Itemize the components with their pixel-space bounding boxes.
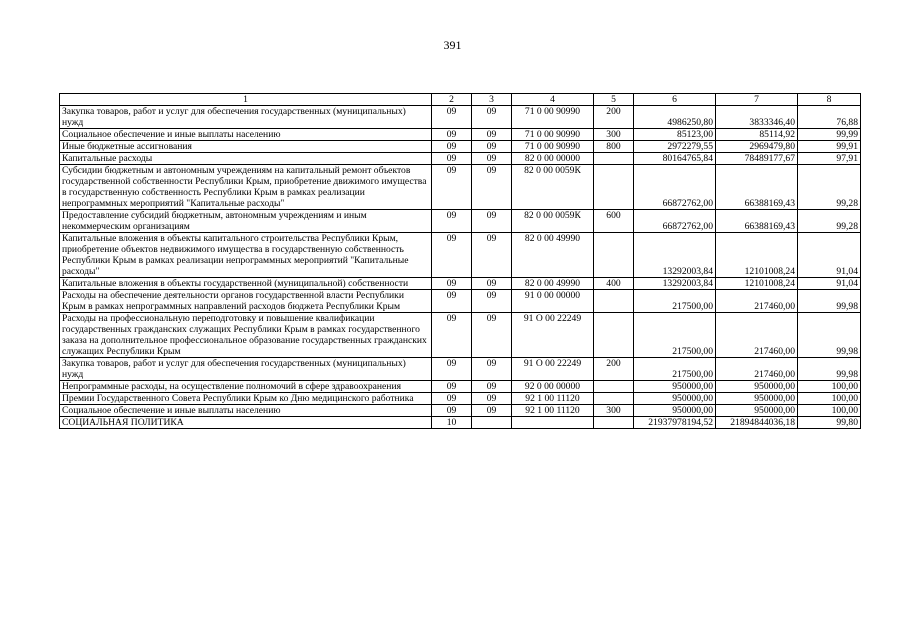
target-article-cell: 71 0 00 90990 xyxy=(512,106,594,129)
subsection-code-cell: 09 xyxy=(472,141,512,153)
executed-amount-cell: 12101008,24 xyxy=(716,233,798,278)
table-row xyxy=(60,405,861,417)
expense-type-cell xyxy=(594,381,634,393)
subsection-code-cell: 09 xyxy=(472,165,512,210)
table-row xyxy=(60,153,861,165)
execution-percent-cell: 91,04 xyxy=(798,233,861,278)
executed-amount-cell: 950000,00 xyxy=(716,405,798,417)
executed-amount-cell: 66388169,43 xyxy=(716,165,798,210)
table-row xyxy=(60,393,861,405)
expense-type-cell xyxy=(594,417,634,429)
expense-type-cell: 200 xyxy=(594,106,634,129)
executed-amount-cell: 66388169,43 xyxy=(716,210,798,233)
target-article-cell: 82 0 00 00000 xyxy=(512,153,594,165)
table-header-row xyxy=(60,94,861,106)
expense-name-cell: СОЦИАЛЬНАЯ ПОЛИТИКА xyxy=(60,417,432,429)
executed-amount-cell: 217460,00 xyxy=(716,313,798,358)
expense-name-cell: Закупка товаров, работ и услуг для обеспечения государственных (муниципальных) нужд xyxy=(60,106,432,129)
expense-name-cell: Социальное обеспечение и иные выплаты населению xyxy=(60,129,432,141)
target-article-cell: 82 0 00 0059К xyxy=(512,165,594,210)
section-code-cell: 09 xyxy=(432,381,472,393)
target-article-cell: 82 0 00 49990 xyxy=(512,278,594,290)
target-article-cell: 92 1 00 11120 xyxy=(512,405,594,417)
column-header: 5 xyxy=(594,94,634,106)
table-row xyxy=(60,129,861,141)
executed-amount-cell: 950000,00 xyxy=(716,393,798,405)
expense-name-cell: Иные бюджетные ассигнования xyxy=(60,141,432,153)
expense-name-cell: Капитальные расходы xyxy=(60,153,432,165)
subsection-code-cell: 09 xyxy=(472,290,512,313)
section-code-cell: 09 xyxy=(432,405,472,417)
section-code-cell: 09 xyxy=(432,393,472,405)
table-row xyxy=(60,278,861,290)
planned-amount-cell: 217500,00 xyxy=(634,358,716,381)
section-code-cell: 09 xyxy=(432,129,472,141)
subsection-code-cell: 09 xyxy=(472,381,512,393)
column-header: 7 xyxy=(716,94,798,106)
execution-percent-cell: 99,28 xyxy=(798,210,861,233)
expense-type-cell xyxy=(594,165,634,210)
planned-amount-cell: 4986250,80 xyxy=(634,106,716,129)
expense-name-cell: Непрограммные расходы, на осуществление полномочий в сфере здравоохранения xyxy=(60,381,432,393)
expense-name-cell: Капитальные вложения в объекты капитального строительства Республики Крым, приобретение объектов недвижимого имущества в государственную собственность Республики Крым в рамках реализации непрограммных мероприятий "Капитальные расходы" xyxy=(60,233,432,278)
execution-percent-cell: 76,88 xyxy=(798,106,861,129)
section-code-cell: 10 xyxy=(432,417,472,429)
expense-type-cell xyxy=(594,233,634,278)
table-row xyxy=(60,165,861,210)
planned-amount-cell: 2972279,55 xyxy=(634,141,716,153)
subsection-code-cell: 09 xyxy=(472,313,512,358)
subsection-code-cell: 09 xyxy=(472,210,512,233)
expense-type-cell: 800 xyxy=(594,141,634,153)
expense-name-cell: Расходы на обеспечение деятельности органов государственной власти Республики Крым в рамках непрограммных направлений расходов бюджета Республики Крым xyxy=(60,290,432,313)
planned-amount-cell: 217500,00 xyxy=(634,313,716,358)
subsection-code-cell: 09 xyxy=(472,153,512,165)
execution-percent-cell: 100,00 xyxy=(798,393,861,405)
table-row xyxy=(60,106,861,129)
expense-name-cell: Субсидии бюджетным и автономным учреждениям на капитальный ремонт объектов государственной собственности Республики Крым, приобретение движимого имущества в государственную собственность Республики Крым в рамках реализации непрограммных мероприятий "Капитальные расходы" xyxy=(60,165,432,210)
expense-type-cell xyxy=(594,393,634,405)
column-header: 2 xyxy=(432,94,472,106)
expense-name-cell: Капитальные вложения в объекты государственной (муниципальной) собственности xyxy=(60,278,432,290)
target-article-cell: 91 О 00 22249 xyxy=(512,358,594,381)
execution-percent-cell: 99,80 xyxy=(798,417,861,429)
target-article-cell: 91 О 00 22249 xyxy=(512,313,594,358)
section-code-cell: 09 xyxy=(432,313,472,358)
executed-amount-cell: 85114,92 xyxy=(716,129,798,141)
section-code-cell: 09 xyxy=(432,153,472,165)
section-code-cell: 09 xyxy=(432,233,472,278)
planned-amount-cell: 950000,00 xyxy=(634,405,716,417)
executed-amount-cell: 12101008,24 xyxy=(716,278,798,290)
executed-amount-cell: 950000,00 xyxy=(716,381,798,393)
table-row xyxy=(60,141,861,153)
target-article-cell: 82 0 00 49990 xyxy=(512,233,594,278)
table-row xyxy=(60,210,861,233)
expense-type-cell: 300 xyxy=(594,405,634,417)
expense-type-cell xyxy=(594,313,634,358)
page-number: 391 xyxy=(443,38,462,52)
subsection-code-cell: 09 xyxy=(472,129,512,141)
column-header: 6 xyxy=(634,94,716,106)
target-article-cell: 82 0 00 0059К xyxy=(512,210,594,233)
planned-amount-cell: 66872762,00 xyxy=(634,210,716,233)
target-article-cell: 92 1 00 11120 xyxy=(512,393,594,405)
planned-amount-cell: 13292003,84 xyxy=(634,278,716,290)
expense-name-cell: Закупка товаров, работ и услуг для обеспечения государственных (муниципальных) нужд xyxy=(60,358,432,381)
expense-name-cell: Премии Государственного Совета Республики Крым ко Дню медицинского работника xyxy=(60,393,432,405)
expense-type-cell: 200 xyxy=(594,358,634,381)
planned-amount-cell: 21937978194,52 xyxy=(634,417,716,429)
execution-percent-cell: 100,00 xyxy=(798,381,861,393)
section-code-cell: 09 xyxy=(432,278,472,290)
column-header: 8 xyxy=(798,94,861,106)
section-code-cell: 09 xyxy=(432,290,472,313)
execution-percent-cell: 99,91 xyxy=(798,141,861,153)
column-header: 4 xyxy=(512,94,594,106)
subsection-code-cell: 09 xyxy=(472,393,512,405)
executed-amount-cell: 217460,00 xyxy=(716,358,798,381)
target-article-cell: 71 0 00 90990 xyxy=(512,141,594,153)
section-code-cell: 09 xyxy=(432,165,472,210)
table-row xyxy=(60,233,861,278)
table-row xyxy=(60,358,861,381)
subsection-code-cell: 09 xyxy=(472,278,512,290)
section-code-cell: 09 xyxy=(432,358,472,381)
section-code-cell: 09 xyxy=(432,106,472,129)
subsection-code-cell: 09 xyxy=(472,358,512,381)
subsection-code-cell: 09 xyxy=(472,233,512,278)
executed-amount-cell: 2969479,80 xyxy=(716,141,798,153)
execution-percent-cell: 97,91 xyxy=(798,153,861,165)
expense-type-cell: 400 xyxy=(594,278,634,290)
section-code-cell: 09 xyxy=(432,210,472,233)
table-row xyxy=(60,290,861,313)
table-row xyxy=(60,313,861,358)
subsection-code-cell: 09 xyxy=(472,106,512,129)
executed-amount-cell: 217460,00 xyxy=(716,290,798,313)
expense-type-cell: 600 xyxy=(594,210,634,233)
execution-percent-cell: 91,04 xyxy=(798,278,861,290)
executed-amount-cell: 3833346,40 xyxy=(716,106,798,129)
target-article-cell: 91 0 00 00000 xyxy=(512,290,594,313)
planned-amount-cell: 85123,00 xyxy=(634,129,716,141)
planned-amount-cell: 13292003,84 xyxy=(634,233,716,278)
execution-percent-cell: 99,98 xyxy=(798,313,861,358)
budget-table xyxy=(59,93,861,429)
expense-name-cell: Расходы на профессиональную переподготовку и повышение квалификации государственных гражданских служащих Республики Крым в рамках государственного заказа на дополнительное профессиональное образование государственных гражданских служащих Республики Крым xyxy=(60,313,432,358)
expense-type-cell: 300 xyxy=(594,129,634,141)
execution-percent-cell: 99,28 xyxy=(798,165,861,210)
planned-amount-cell: 950000,00 xyxy=(634,393,716,405)
executed-amount-cell: 78489177,67 xyxy=(716,153,798,165)
execution-percent-cell: 99,99 xyxy=(798,129,861,141)
expense-type-cell xyxy=(594,290,634,313)
target-article-cell: 71 0 00 90990 xyxy=(512,129,594,141)
planned-amount-cell: 217500,00 xyxy=(634,290,716,313)
column-header: 3 xyxy=(472,94,512,106)
planned-amount-cell: 950000,00 xyxy=(634,381,716,393)
executed-amount-cell: 21894844036,18 xyxy=(716,417,798,429)
expense-type-cell xyxy=(594,153,634,165)
subsection-code-cell xyxy=(472,417,512,429)
planned-amount-cell: 80164765,84 xyxy=(634,153,716,165)
table-row xyxy=(60,381,861,393)
expense-name-cell: Предоставление субсидий бюджетным, автономным учреждениям и иным некоммерческим организациям xyxy=(60,210,432,233)
column-header: 1 xyxy=(60,94,432,106)
execution-percent-cell: 100,00 xyxy=(798,405,861,417)
execution-percent-cell: 99,98 xyxy=(798,358,861,381)
section-code-cell: 09 xyxy=(432,141,472,153)
subsection-code-cell: 09 xyxy=(472,405,512,417)
planned-amount-cell: 66872762,00 xyxy=(634,165,716,210)
expense-name-cell: Социальное обеспечение и иные выплаты населению xyxy=(60,405,432,417)
target-article-cell xyxy=(512,417,594,429)
target-article-cell: 92 0 00 00000 xyxy=(512,381,594,393)
execution-percent-cell: 99,98 xyxy=(798,290,861,313)
table-row xyxy=(60,417,861,429)
